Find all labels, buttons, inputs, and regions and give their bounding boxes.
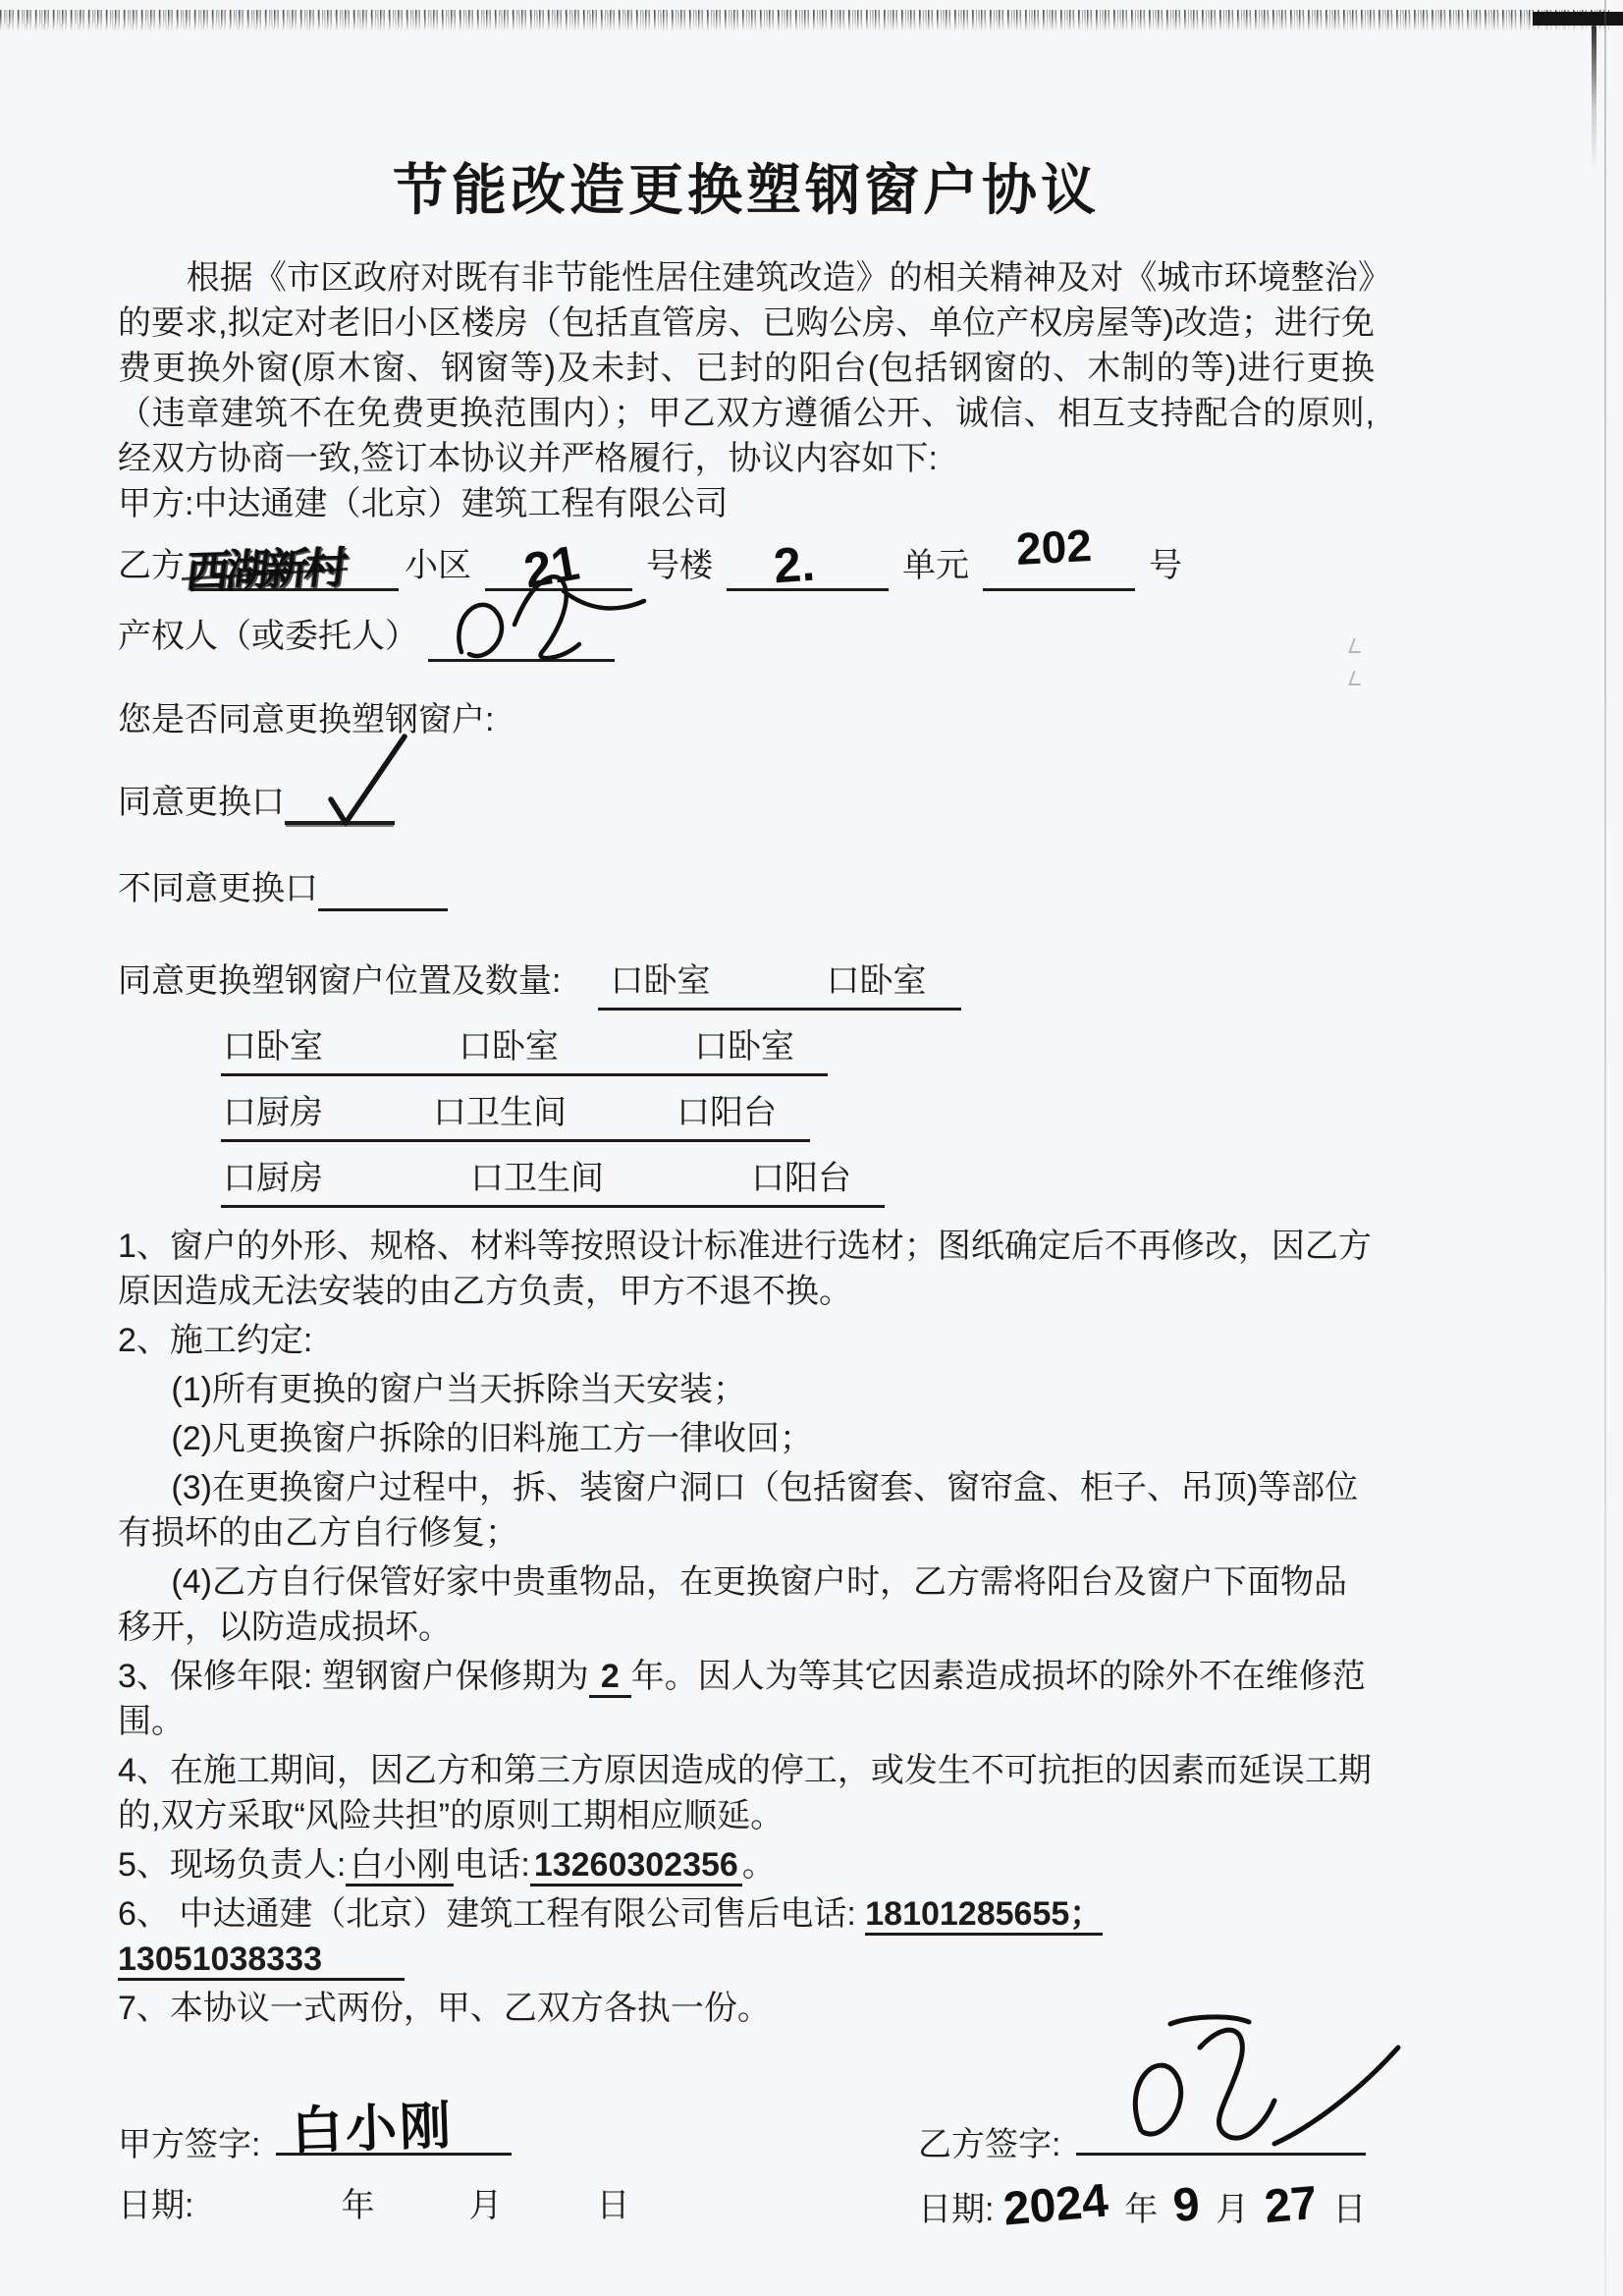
party-b-signature-blank — [1076, 2107, 1366, 2156]
community-unit-label: 小区 — [405, 547, 471, 584]
clause-2-item-3: (3)在更换窗户过程中，拆、装窗户洞口（包括窗套、窗帘盒、柜子、吊顶)等部位有损坏的由乙方自行修复； — [118, 1469, 1359, 1552]
party-b-row — [118, 519, 1375, 599]
clause-2-item-4: (4)乙方自行保管好家中贵重物品，在更换窗户时，乙方需将阳台及窗户下面物品移开，以防造成损坏。 — [118, 1563, 1347, 1646]
clause-5-mid: 电话: — [454, 1846, 530, 1884]
document-title: 节能改造更换塑钢窗户协议 — [393, 159, 1100, 221]
day-unit-label: 日 — [596, 2187, 630, 2224]
unit-unit-label: 单元 — [902, 547, 969, 584]
handwritten-building-number: 21 — [519, 534, 584, 599]
clause-1: 1、窗户的外形、规格、材料等按照设计标准进行选材；图纸确定后不再修改，因乙方原因造成无法安装的由乙方负责，甲方不退不换。 — [118, 1228, 1372, 1310]
clause-7: 7、本协议一式两份，甲、乙双方各执一份。 — [118, 1990, 771, 2027]
party-b-signature-scribble — [1082, 2014, 1406, 2166]
site-manager-phone: 13260302356 — [530, 1846, 742, 1886]
party-a-line: 甲方:中达通建（北京）建筑工程有限公司 — [118, 485, 729, 522]
community-blank — [183, 543, 399, 597]
locations-row-bedrooms — [221, 1022, 828, 1076]
locations-label: 同意更换塑钢窗户位置及数量: — [118, 962, 562, 1000]
consent-question: 您是否同意更换塑钢窗户: — [118, 701, 495, 738]
clause-3-pre: 3、保修年限: 塑钢窗户保修期为 — [118, 1658, 589, 1695]
site-manager-name: 白小刚 — [346, 1846, 454, 1886]
clause-5-pre: 5、现场负责人: — [118, 1846, 347, 1884]
handwritten-day-value: 27 — [1262, 2176, 1320, 2234]
locations-row-kitchen-bath-balcony-1 — [221, 1088, 810, 1142]
checkbox-cell: 口卧室 — [459, 1028, 559, 1066]
party-a-signature-column — [118, 2098, 918, 2235]
agree-label: 同意更换口 — [118, 784, 285, 821]
unit-number-blank — [727, 535, 889, 594]
month-unit-label: 月 — [1215, 2191, 1249, 2228]
after-sales-phones: 18101285655； 13051038333 — [118, 1895, 1103, 1981]
checkbox-cell: 口厨房 — [223, 1160, 323, 1197]
disagree-blank-line — [318, 875, 448, 911]
party-a-signature-blank — [276, 2098, 512, 2160]
month-unit-label: 月 — [468, 2187, 503, 2224]
checkbox-cell: 口卧室 — [826, 962, 927, 1000]
locations-row-kitchen-bath-balcony-2 — [221, 1154, 885, 1208]
handwritten-room-number: 202 — [1014, 519, 1094, 574]
party-b-label: 乙方 — [118, 547, 185, 584]
locations-header-cells — [598, 957, 961, 1011]
party-b-date-row — [918, 2174, 1375, 2236]
party-b-signature-row — [918, 2107, 1375, 2172]
handwritten-checkmark-icon — [285, 729, 412, 832]
document-content — [118, 0, 1375, 2235]
checkbox-cell: 口阳台 — [676, 1094, 777, 1131]
party-a-date-row — [118, 2180, 918, 2231]
locations-header-row — [118, 957, 1375, 1011]
clause-6 — [118, 1891, 1375, 1982]
clause-3 — [118, 1654, 1375, 1744]
agree-option-row — [118, 780, 1375, 825]
checkbox-cell: 口卧室 — [694, 1028, 794, 1066]
day-unit-label: 日 — [1332, 2191, 1367, 2228]
checkbox-cell: 口卧室 — [223, 1028, 323, 1066]
owner-signature-blank — [428, 614, 615, 662]
handwritten-community: 西湖新村 — [183, 543, 348, 597]
date-label: 日期: — [118, 2187, 194, 2224]
paper-right-edge-shadow — [1604, 0, 1606, 2296]
party-a-signature-row — [118, 2098, 918, 2172]
disagree-option-row — [118, 866, 1375, 911]
party-b-signature-column — [918, 2107, 1375, 2235]
clause-6-pre: 6、 中达通建（北京）建筑工程有限公司售后电话: — [118, 1895, 856, 1933]
checkbox-cell: 口阳台 — [751, 1160, 851, 1197]
handwritten-year-value: 2024 — [1001, 2174, 1111, 2236]
date-label: 日期: — [918, 2191, 995, 2228]
checkbox-cell: 口卧室 — [610, 962, 711, 1000]
signature-block — [118, 2098, 1375, 2236]
disagree-label: 不同意更换口 — [118, 870, 318, 907]
owner-signature-scribble — [424, 562, 670, 675]
clause-4: 4、在施工期间，因乙方和第三方原因造成的停工，或发生不可抗拒的因素而延误工期的,双方采取“风险共担”的原则工期相应顺延。 — [118, 1752, 1372, 1834]
party-a-signature-label: 甲方签字: — [118, 2126, 261, 2163]
checkbox-cell: 口卫生间 — [433, 1094, 567, 1131]
owner-row — [118, 611, 1375, 662]
party-b-signature-label: 乙方签字: — [918, 2126, 1061, 2163]
clause-5 — [118, 1842, 1375, 1887]
scan-artifact-top-right-block — [1533, 12, 1623, 26]
checkbox-cell: 口卫生间 — [470, 1160, 604, 1197]
clause-2-head: 2、施工约定: — [118, 1322, 313, 1359]
room-unit-label: 号 — [1149, 547, 1182, 584]
warranty-years-value: 2 — [589, 1658, 631, 1698]
scan-artifact-vertical-streak — [1592, 26, 1596, 173]
handwritten-party-a-name: 白小刚 — [291, 2098, 456, 2160]
clause-3-post: 年。因人为等其它因素造成损坏的除外不在维修范围。 — [118, 1658, 1366, 1740]
checkbox-cell: 口厨房 — [223, 1094, 323, 1131]
handwritten-month-value: 9 — [1170, 2177, 1203, 2233]
intro-paragraph: 根据《市区政府对既有非节能性居住建筑改造》的相关精神及对《城市环境整治》的要求,拟定对老旧小区楼房（包括直管房、已购公房、单位产权房屋等)改造；进行免费更换外窗(原木窗、钢窗等)及未封、已封的阳台(包括钢窗的、木制的等)进行更换（违章建筑不在免费更换范围内）；甲乙双方遵循公开、诚信、相互支持配合的原则,经双方协商一致,签订本协议并严格履行，协议内容如下: — [118, 259, 1375, 477]
clause-2-item-1: (1)所有更换的窗户当天拆除当天安装； — [171, 1371, 746, 1408]
handwritten-unit-number: 2. — [772, 535, 817, 594]
room-number-blank — [983, 519, 1135, 591]
owner-label: 产权人（或委托人） — [118, 618, 418, 655]
building-unit-label: 号楼 — [646, 547, 713, 584]
year-unit-label: 年 — [1124, 2191, 1159, 2228]
year-unit-label: 年 — [341, 2187, 375, 2224]
clause-5-post: 。 — [741, 1846, 776, 1884]
clause-2-item-2: (2)凡更换窗户拆除的旧料施工方一律收回； — [171, 1420, 813, 1457]
